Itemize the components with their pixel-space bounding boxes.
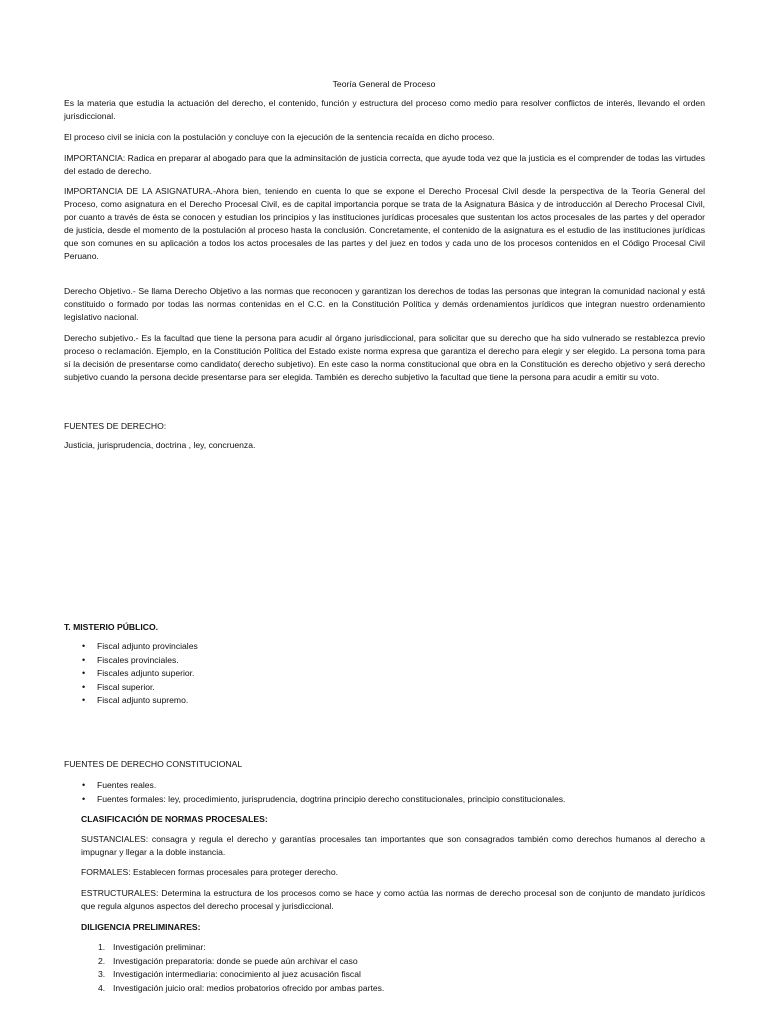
list-item: • Fiscal adjunto provinciales	[82, 640, 198, 654]
list-item: • Fiscales provinciales.	[82, 654, 198, 668]
ministerio-list	[82, 640, 198, 708]
fuentes-derecho-list: Justicia, jurisprudencia, doctrina , ley, concruenza.	[64, 440, 256, 450]
paragraph-derecho-subjetivo: Derecho subjetivo.- Es la facultad que tiene la persona para acudir al órgano jurisdiccional, para solicitar que su derecho que ha sido vulnerado se restablezca previo proceso o reclamación. Ejemplo, en la Constitución Política del Estado existe norma expresa que garantiza el derecho para elegir y ser elegido. La persona toma para sí la decisión de presentarse como candidato( derecho subjetivo). En este caso la norma constitucional que obra en la Constitución es derecho objetivo y será derecho subjetivo cuando la persona decide presentarse para ser elegida. También es derecho subjetivo la facultad que tiene la persona para acudir a emitir su voto.	[64, 333, 705, 383]
heading-ministerio-publico: T. MISTERIO PÚBLICO.	[64, 622, 159, 632]
heading-clasificacion: CLASIFICACIÓN DE NORMAS PROCESALES:	[81, 814, 268, 824]
list-number: 1.	[98, 942, 106, 952]
heading-fuentes-derecho: FUENTES DE DERECHO:	[64, 421, 167, 431]
paragraph-importancia: IMPORTANCIA: Radica en preparar al abogado para que la adminsitación de justicia correcta, que ayude toda vez que la justicia es el comprender de todas las virtudes del estado de derecho.	[64, 153, 705, 177]
list-item: • Fiscales adjunto superior.	[82, 667, 198, 681]
list-number: 3.	[98, 969, 106, 980]
list-text: Investigación intermediaria: conocimiento al juez acusación fiscal	[113, 969, 361, 980]
list-item	[98, 968, 384, 982]
list-item	[98, 955, 384, 969]
list-item: • Fuentes formales: ley, procedimiento, jurisprudencia, dogtrina principio derecho constitucionales, principio constitucionales.	[82, 793, 565, 807]
paragraph-estructurales: ESTRUCTURALES: Determina la estructura de los procesos como se hace y como actúa las normas de derecho procesal son de conjunto de mandato jurídicos que regula algunos aspectos del derecho procesal y jurisdiccional.	[81, 888, 705, 912]
paragraph-derecho-objetivo: Derecho Objetivo.- Se llama Derecho Objetivo a las normas que reconocen y garantizan los derechos de todas las personas que integran la comunidad nacional y está constituido o formado por todas las normas contenidas en el C.C. en la Constitución Política y demás ordenamientos jurídicos que integran nuestro ordenamiento legislativo nacional.	[64, 286, 705, 323]
list-item: • Fiscal superior.	[82, 681, 198, 695]
list-number: 2.	[98, 955, 106, 966]
paragraph-importancia-asignatura: IMPORTANCIA DE LA ASIGNATURA.-Ahora bien, teniendo en cuenta lo que se expone el Derecho Procesal Civil desde la perspectiva de la Teoría General del Proceso, como asignatura en el Derecho Procesal Civil, es de capital importancia porque se trata de la Asignatura Básica y de introducción al Derecho Procesal Civil, por cuanto a través de ésta se conocen y estudian los principios y las instituciones jurídicas procesales que sustentan los actos procesales de las partes y del operador de justicia, desde el momento de la postulación al proceso hasta la conclusión. Concretamente, el contenido de la asignatura es el estudio de las instituciones jurídicas que son comunes en su aplicación a todos los actos procesales de las partes y del juez en todos y cada uno de los procesos contenidos en el Código Procesal Civil Peruano.	[64, 186, 705, 262]
paragraph-proceso-civil: El proceso civil se inicia con la postulación y concluye con la ejecución de la sentencia recaída en dicho proceso.	[64, 132, 495, 142]
document-title: Teoría General de Proceso	[332, 79, 436, 89]
list-item: • Fiscal adjunto supremo.	[82, 694, 198, 708]
paragraph-formales: FORMALES: Establecen formas procesales para proteger derecho.	[81, 867, 338, 877]
list-text: Investigación preparatoria: donde se puede aún archivar el caso	[113, 955, 358, 966]
diligencia-list	[98, 941, 384, 995]
heading-fuentes-constitucional: FUENTES DE DERECHO CONSTITUCIONAL	[64, 759, 243, 769]
heading-diligencia: DILIGENCIA PRELIMINARES:	[81, 922, 201, 932]
paragraph-definition: Es la materia que estudia la actuación del derecho, el contenido, función y estructura del proceso como medio para resolver conflictos de interés, llevando el orden jurisdiccional.	[64, 98, 705, 122]
list-text: Investigación preliminar:	[113, 942, 206, 952]
list-item	[98, 941, 384, 955]
list-number: 4.	[98, 982, 106, 993]
constitucional-list	[82, 779, 565, 806]
list-item	[98, 982, 384, 996]
paragraph-sustanciales: SUSTANCIALES: consagra y regula el derecho y garantías procesales tan importantes que son consagrados también como derechos humanos al derecho a impugnar y llegar a la doble instancia.	[81, 834, 705, 858]
list-item: • Fuentes reales.	[82, 779, 565, 793]
list-text: Investigación juicio oral: medios probatorios ofrecido por ambas partes.	[113, 982, 385, 993]
